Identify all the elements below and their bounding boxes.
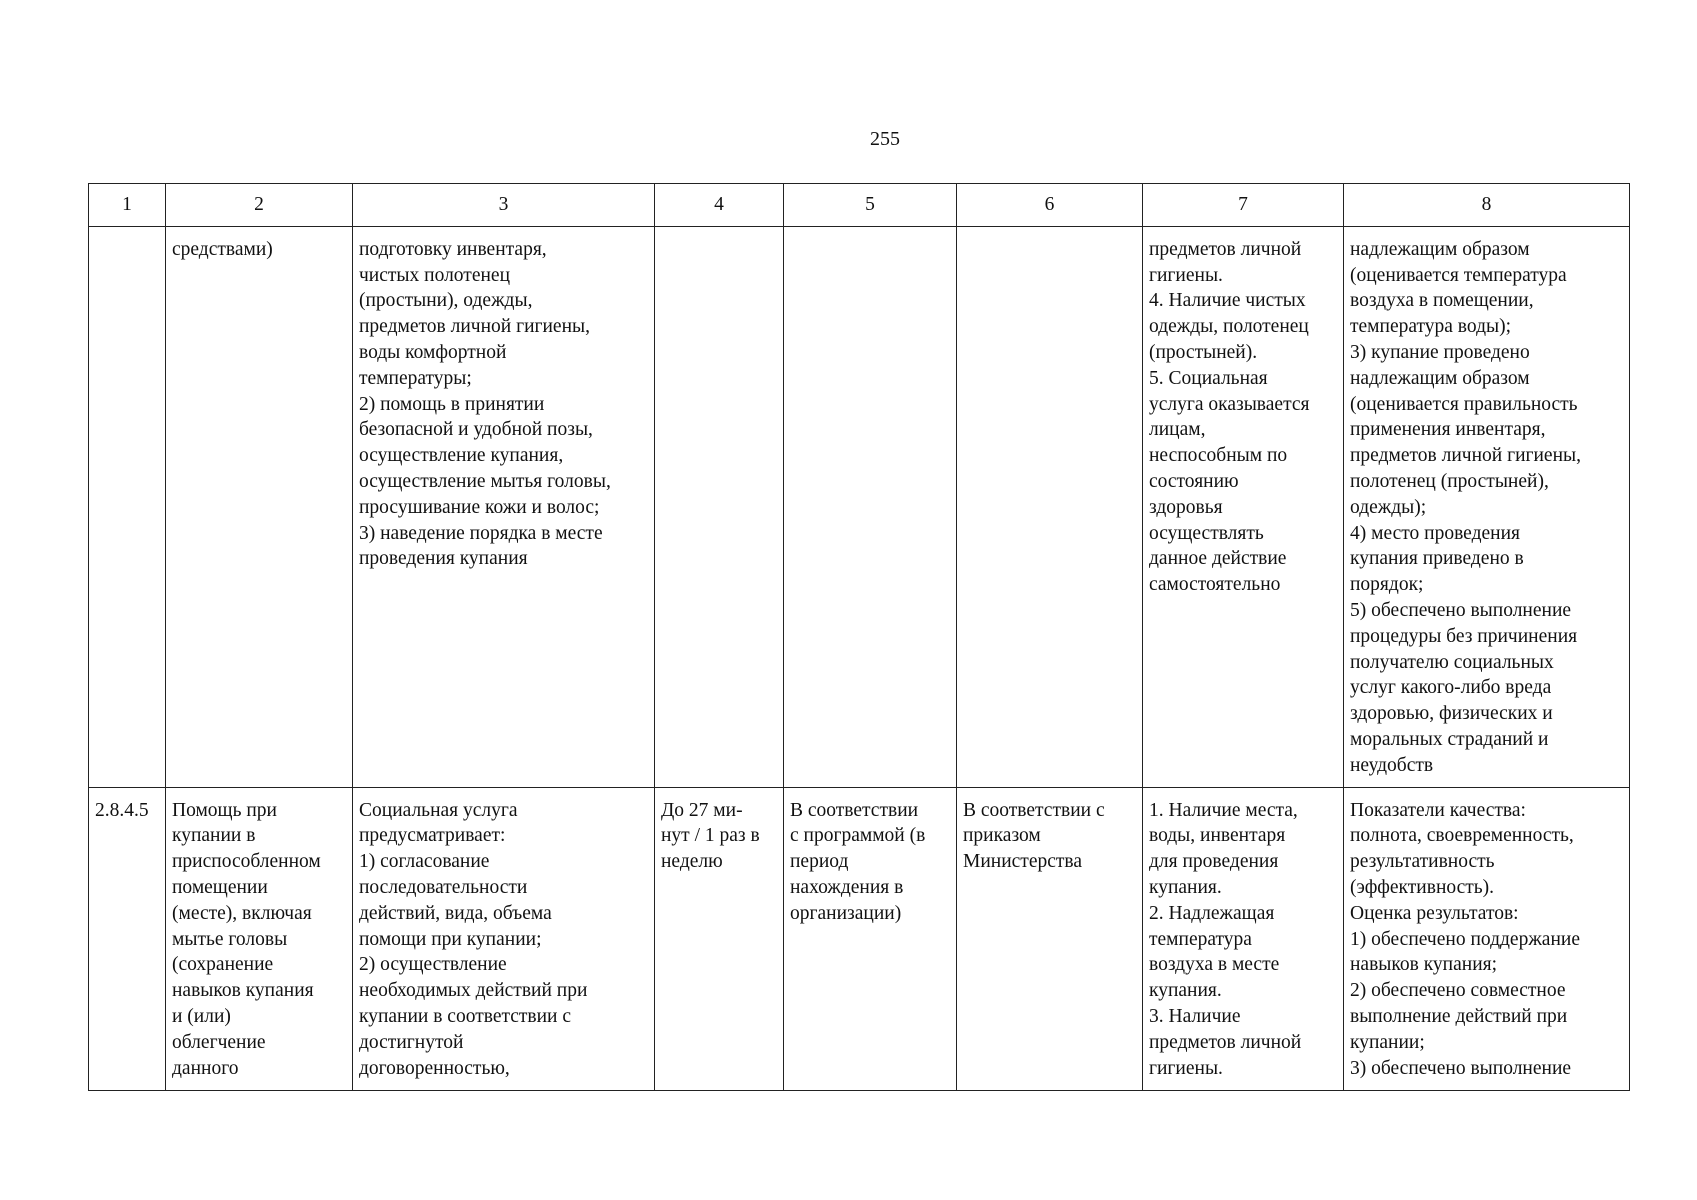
column-number-header: 2 [166,184,353,227]
service-description-cell: Социальная услуга предусматривает: 1) согласование последовательности действий, вида, объема помощи при купании; 2) осуществление необходимых действий при купании в соответствии с достигнутой договоренностью, [353,787,655,1090]
table-header-row [89,184,1630,227]
column-number-header: 4 [655,184,784,227]
schedule-cell [784,226,957,787]
duration-cell [655,226,784,787]
conditions-cell: 1. Наличие места, воды, инвентаря для проведения купания. 2. Надлежащая температура воздуха в месте купания. 3. Наличие предметов личной гигиены. [1143,787,1344,1090]
service-name-cell: средствами) [166,226,353,787]
column-number-header: 7 [1143,184,1344,227]
service-code-cell: 2.8.4.5 [89,787,166,1090]
column-number-header: 8 [1344,184,1630,227]
duration-cell: До 27 ми- нут / 1 раз в неделю [655,787,784,1090]
column-number-header: 3 [353,184,655,227]
page-number: 255 [870,128,900,150]
column-number-header: 6 [957,184,1143,227]
column-number-header: 5 [784,184,957,227]
column-number-header: 1 [89,184,166,227]
service-description-cell: подготовку инвентаря, чистых полотенец (простыни), одежды, предметов личной гигиены, воды комфортной температуры; 2) помощь в принятии безопасной и удобной позы, осуществление купания, осуществление мытья головы, просушивание кожи и волос; 3) наведение порядка в месте проведения купания [353,226,655,787]
table-row [89,787,1630,1090]
services-table [88,183,1630,1091]
tariff-cell: В соответствии с приказом Министерства [957,787,1143,1090]
schedule-cell: В соответствии с программой (в период нахождения в организации) [784,787,957,1090]
quality-indicators-cell: надлежащим образом (оценивается температура воздуха в помещении, температура воды); 3) купание проведено надлежащим образом (оценивается правильность применения инвентаря, предметов личной гигиены, полотенец (простыней), одежды); 4) место проведения купания приведено в порядок; 5) обеспечено выполнение процедуры без причинения получателю социальных услуг какого-либо вреда здоровью, физических и моральных страданий и неудобств [1344,226,1630,787]
service-name-cell: Помощь при купании в приспособленном помещении (месте), включая мытье головы (сохранение навыков купания и (или) облегчение данного [166,787,353,1090]
quality-indicators-cell: Показатели качества: полнота, своевременность, результативность (эффективность). Оценка результатов: 1) обеспечено поддержание навыков купания; 2) обеспечено совместное выполнение действий при купании; 3) обеспечено выполнение [1344,787,1630,1090]
tariff-cell [957,226,1143,787]
conditions-cell: предметов личной гигиены. 4. Наличие чистых одежды, полотенец (простыней). 5. Социальная услуга оказывается лицам, неспособным по состоянию здоровья осуществлять данное действие самостоятельно [1143,226,1344,787]
service-code-cell [89,226,166,787]
table-row [89,226,1630,787]
